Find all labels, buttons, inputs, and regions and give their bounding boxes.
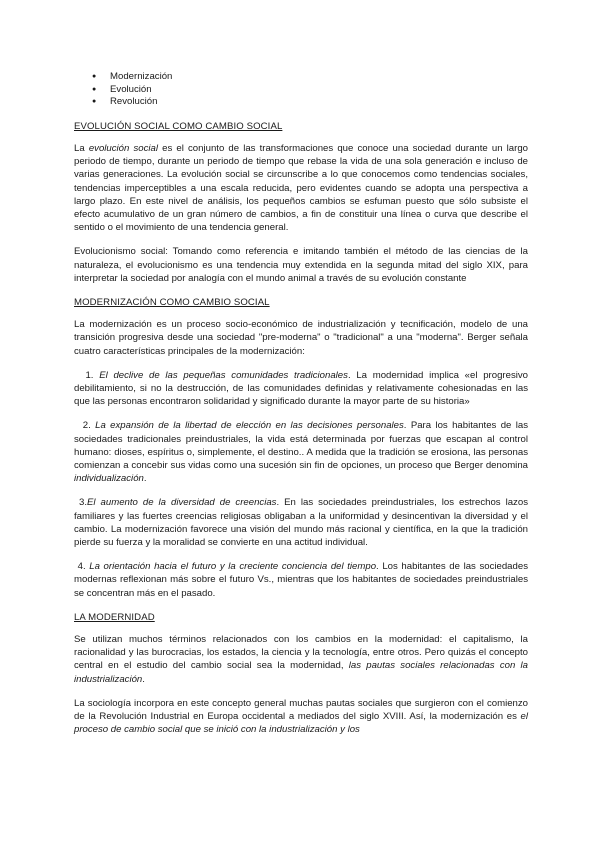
list-item: 4. La orientación hacia el futuro y la creciente conciencia del tiempo. Los habitantes de las sociedades modernas reflexionan más sobre el futuro Vs., mientras que los habitantes de sociedades preindustriales se concentran más en el pasado. [74,561,528,599]
list-item: 1. El declive de las pequeñas comunidades tradicionales. La modernidad implica «el progresivo debilitamiento, si no la destrucción, de las comunidades definidas y relativamente cohesionadas en las que las personas encontraron solidaridad y significado durante la mayor parte de su historia» [74,369,529,408]
topic-list [74,70,528,108]
paragraph: Se utilizan muchos términos relacionados con los cambios en la modernidad: el capitalismo, la racionalidad y las burocracias, los estados, la ciencia y la tecnología, entre otros. Pero quizás el concepto central en el estudio del cambio social sea la modernidad, las pautas sociales relacionadas con la industrialización. [74,634,528,685]
list-item: ● Revolución [92,95,528,108]
section-heading-modernidad: LA MODERNIDAD [74,611,155,623]
paragraph: La sociología incorpora en este concepto general muchas pautas sociales que surgieron con el comienzo de la Revolución Industrial en Europa occidental a mediados del siglo XVIII. Así, la modernización es el proceso de cambio social que se inició con la industrialización y los [74,697,528,736]
paragraph: La evolución social es el conjunto de las transformaciones que conoce una sociedad durante un largo periodo de tiempo, durante un periodo de tiempo que rebase la vida de una sola generación e incluso de varias generaciones. La evolución social se circunscribe a lo que conocemos como tendencias sociales, tendencias imperceptibles a una escala reducida, pero evidentes cuando se adopta una perspectiva a largo plazo. En este nivel de análisis, los pequeños cambios se esfuman puesto que sólo subsiste el efecto acumulativo de un gran número de cambios, a fin de constituir una línea o curva que describe el sentido o el movimiento de una tendencia general. [74,142,529,234]
section-heading-evolucion: EVOLUCIÓN SOCIAL COMO CAMBIO SOCIAL [74,120,283,132]
paragraph: La modernización es un proceso socio-económico de industrialización y tecnificación, modelo de una transición progresiva desde una sociedad "pre-moderna" o "tradicional" a una "moderna". Berger señala cuatro características principales de la modernización: [74,319,528,357]
list-item: ● Modernización [92,70,528,83]
list-item: 2. La expansión de la libertad de elección en las decisiones personales. Para los habitantes de las sociedades tradicionales preindustriales, la vida está determinada por fuerzas que escapan al control humano: dioses, espíritus o, simplemente, el destino.. A medida que la tradición se erosiona, las personas comienzan a concebir sus vidas como una sucesión sin fin de opciones, un proceso que Berger denomina individualización. [74,420,528,485]
list-item: 3.El aumento de la diversidad de creencias. En las sociedades preindustriales, los estrechos lazos familiares y las fuertes creencias religiosas obligaban a la uniformidad y desincentivan la diversidad y el cambio. La modernización favorece una visión del mundo más racional y científica, en la que la tradición pierde su fuerza y la moralidad se convierte en una actitud individual. [74,497,528,549]
list-item: ● Evolución [92,83,528,96]
paragraph: Evolucionismo social: Tomando como referencia e imitando también el método de las ciencias de la naturaleza, el evolucionismo es una tendencia muy extendida en la segunda mitad del siglo XIX, para interpretar la sociedad por analogía con el mundo animal a través de su evolución constante [74,246,528,284]
section-heading-modernizacion: MODERNIZACIÓN COMO CAMBIO SOCIAL [74,297,270,309]
